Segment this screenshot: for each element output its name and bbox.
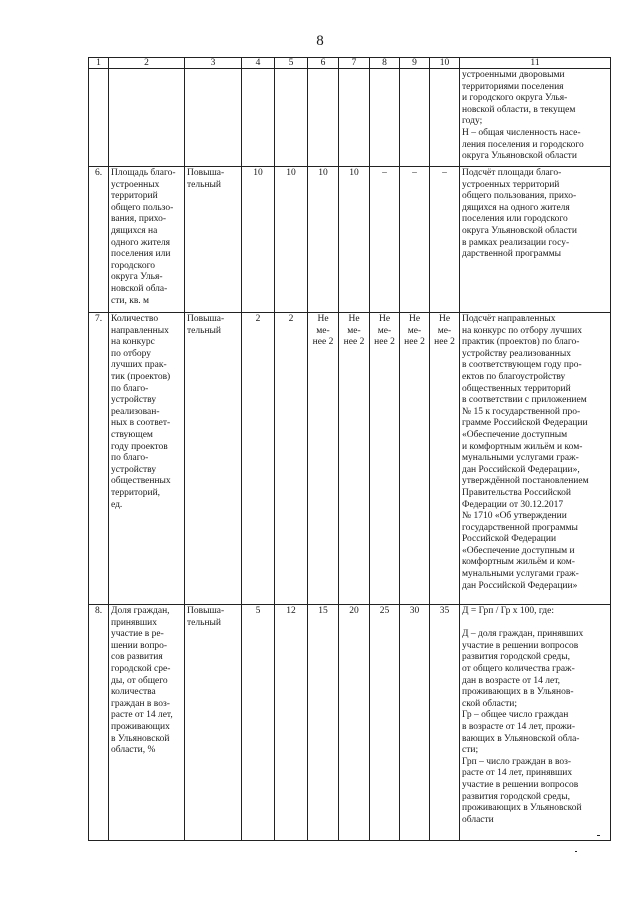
indicator-value: 15 [308, 605, 339, 841]
page-number: 8 [316, 33, 324, 49]
table-row [89, 167, 611, 313]
indicator-description: Подсчёт направленных на конкурс по отбору лучших практик (проектов) по благо- устройству реализованных в соответствующем году про- ектов по благоустройству общественных территорий в соответствии с приложением № 15 к государственной про- грамме Российской Федерации «Обеспечение доступным и комфортным жильём и ком- мунальными услугами граж- дан Российской Федерации», утверждённой постановлением Правительства Российской Федерации от 30.12.2017 № 1710 «Об утверждении государственной программы Российской Федерации «Обеспечение доступным и комфортным жильём и ком- мунальными услугами граж- дан Российской Федерации» [460, 313, 611, 605]
indicator-name: Доля граждан, принявших участие в ре- шении вопро- сов развития городской сре- ды, от общего количества граждан в воз- расте от 14 лет, проживающих в Ульяновской области, % [109, 605, 185, 841]
indicator-value: Не ме- нее 2 [339, 313, 370, 605]
scan-mark [575, 851, 577, 852]
row-number: 7. [89, 313, 109, 605]
table-row [89, 313, 611, 605]
column-number-10: 10 [430, 58, 460, 69]
column-number-11: 11 [460, 58, 611, 69]
indicator-value: 12 [275, 605, 308, 841]
row-number: 6. [89, 167, 109, 313]
indicator-type: Повыша- тельный [185, 313, 242, 605]
column-number-5: 5 [275, 58, 308, 69]
indicator-value: 10 [242, 167, 275, 313]
indicator-value: 20 [339, 605, 370, 841]
indicator-value: Не ме- нее 2 [308, 313, 339, 605]
indicator-value: 10 [339, 167, 370, 313]
column-number-9: 9 [400, 58, 430, 69]
scan-mark [597, 835, 600, 836]
indicator-description: Д = Грп / Гр х 100, где: Д – доля граждан, принявших участие в решении вопросов развития городской среды, от общего количества граж- дан в возрасте от 14 лет, проживающих в в Ульянов- ской области; Гр – общее число граждан в возрасте от 14 лет, прожи- вающих в Ульяновской обла- сти; Грп – число граждан в воз- расте от 14 лет, принявших участие в решении вопросов развития городской среды, проживающих в Ульяновской области [460, 605, 611, 841]
column-number-8: 8 [370, 58, 400, 69]
indicator-value: 30 [400, 605, 430, 841]
indicator-value: 25 [370, 605, 400, 841]
column-number-7: 7 [339, 58, 370, 69]
indicator-value: 35 [430, 605, 460, 841]
indicator-name: Количество направленных на конкурс по отбору лучших прак- тик (проектов) по благо- устройству реализован- ных в соответ- ствующем году проектов по благо- устройству общественных территорий, ед. [109, 313, 185, 605]
table-header-row [89, 58, 611, 69]
indicator-value: – [370, 167, 400, 313]
indicator-value: Не ме- нее 2 [370, 313, 400, 605]
table-row [89, 605, 611, 841]
indicator-value: – [400, 167, 430, 313]
indicator-value: 5 [242, 605, 275, 841]
column-number-3: 3 [185, 58, 242, 69]
indicator-value: – [430, 167, 460, 313]
indicator-name: Площадь благо- устроенных территорий общего пользо- вания, прихо- дящихся на одного жителя поселения или городского округа Улья- новской обла- сти, кв. м [109, 167, 185, 313]
row-number: 8. [89, 605, 109, 841]
indicator-value: 2 [242, 313, 275, 605]
indicator-type: Повыша- тельный [185, 605, 242, 841]
indicators-table [88, 57, 611, 841]
indicator-description: Подсчёт площади благо- устроенных территорий общего пользования, прихо- дящихся на одного жителя поселения или городского округа Ульяновской области в рамках реализации госу- дарственной программы [460, 167, 611, 313]
column-number-1: 1 [89, 58, 109, 69]
continuation-description: устроенными дворовыми территориями поселения и городского округа Улья- новской области, в текущем году; Н – общая численность насе- ления поселения и городского округа Ульяновской области [460, 69, 611, 167]
column-number-4: 4 [242, 58, 275, 69]
indicator-value: Не ме- нее 2 [400, 313, 430, 605]
indicator-value: Не ме- нее 2 [430, 313, 460, 605]
indicator-value: 10 [275, 167, 308, 313]
column-number-6: 6 [308, 58, 339, 69]
column-number-2: 2 [109, 58, 185, 69]
indicator-value: 2 [275, 313, 308, 605]
table-row-continuation [89, 69, 611, 167]
indicator-value: 10 [308, 167, 339, 313]
indicator-type: Повыша- тельный [185, 167, 242, 313]
